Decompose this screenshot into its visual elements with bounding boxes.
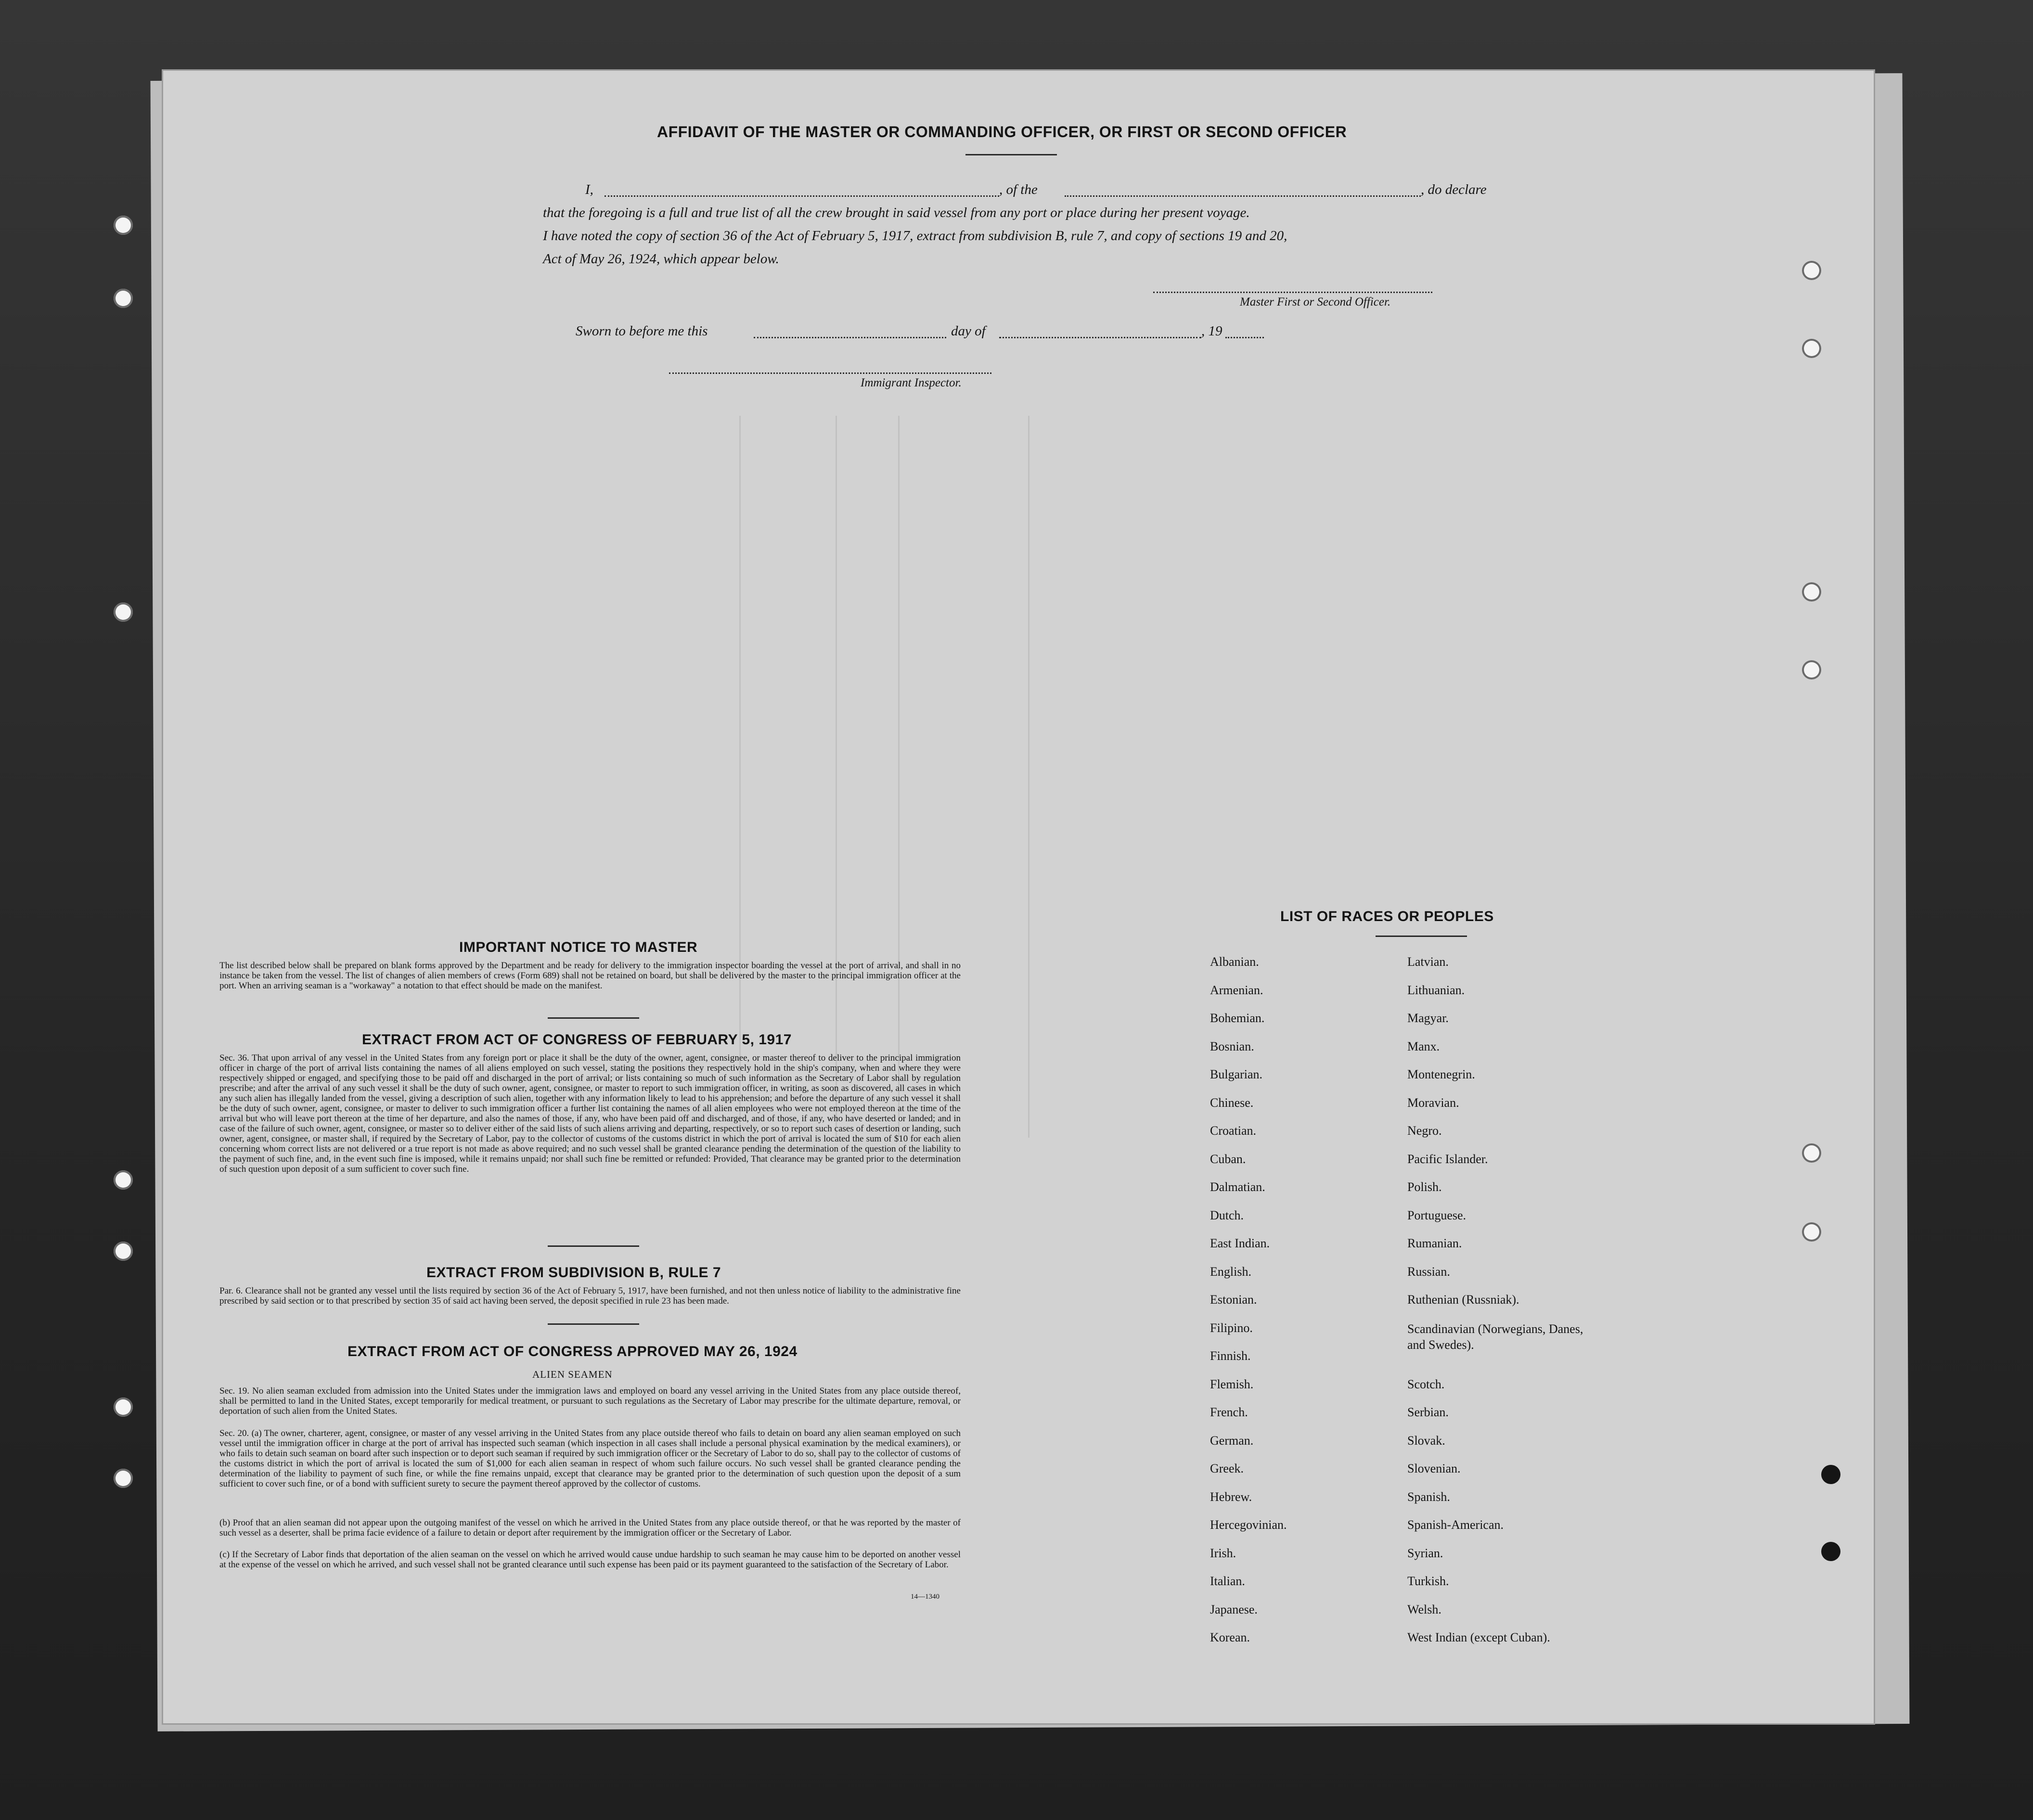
punch-hole [1802, 660, 1821, 679]
extract-1924-subtitle: ALIEN SEAMEN [532, 1369, 613, 1380]
sworn-year-blank [1225, 337, 1264, 338]
extract-rule7-title: EXTRACT FROM SUBDIVISION B, RULE 7 [426, 1265, 721, 1281]
punch-hole [1802, 339, 1821, 358]
sworn-end: , 19 [1201, 323, 1222, 339]
race-item: Latvian. [1407, 955, 1449, 969]
punch-hole [114, 1170, 133, 1190]
extract-rule7-text: Par. 6. Clearance shall not be granted any vessel until the lists required by section 36 of the Act of February 5, 1917, have been furnished, and not then unless notice of liability to the administrative fine prescribed by said section or to that prescribed by section 35 of said act having been served, the deposit specified in rule 23 has been made. [219, 1286, 961, 1306]
race-item: Lithuanian. [1407, 983, 1465, 997]
race-item: East Indian. [1210, 1236, 1270, 1250]
races-rule [1376, 936, 1467, 937]
affidavit-line1-end: , do declare [1421, 182, 1487, 197]
race-item: Dutch. [1210, 1208, 1244, 1222]
race-item: Montenegrin. [1407, 1067, 1475, 1081]
master-signature-label: Master First or Second Officer. [1240, 295, 1391, 308]
race-item: Irish. [1210, 1546, 1236, 1560]
sworn-start: Sworn to before me this [576, 323, 708, 339]
extract-1924-sec20b: (b) Proof that an alien seaman did not appear upon the outgoing manifest of the vessel on which he arrived in the United States from any place outside thereof, or that he was reported by the master of such vessel as a deserter, shall be prima facie evidence of a failure to detain or deport after requirement by the immigration officer or the Secretary of Labor. [219, 1518, 961, 1538]
punch-hole [114, 1469, 133, 1488]
race-item: Slovenian. [1407, 1461, 1461, 1475]
punch-hole [1802, 582, 1821, 602]
notice-text: The list described below shall be prepared on blank forms approved by the Department and be ready for delivery to the immigration inspector boarding the vessel at the port of arrival, and shall in no instance be taken from the vessel. The list of changes of alien members of crews (Form 689) shall not be retained on board, but shall be delivered by the master to the principal immigration officer at the port. When an arriving seaman is a "workaway" a notation to that effect should be made on the manifest. [219, 961, 961, 991]
punch-hole [114, 602, 133, 622]
race-item: Greek. [1210, 1461, 1244, 1475]
inspector-signature-line [669, 372, 991, 374]
race-item: Moravian. [1407, 1095, 1459, 1110]
affidavit-line1-mid: , of the [999, 182, 1038, 197]
race-item: Negro. [1407, 1124, 1442, 1138]
extract-1917-title: EXTRACT FROM ACT OF CONGRESS OF FEBRUARY 5, 1917 [362, 1032, 792, 1048]
inspector-label: Immigrant Inspector. [861, 376, 962, 389]
race-item: Scotch. [1407, 1377, 1445, 1391]
race-item: Croatian. [1210, 1124, 1257, 1138]
race-item: Magyar. [1407, 1011, 1449, 1025]
race-item: Syrian. [1407, 1546, 1443, 1560]
race-item: Welsh. [1407, 1602, 1441, 1616]
race-item: Cuban. [1210, 1152, 1246, 1166]
affidavit-line4: Act of May 26, 1924, which appear below. [543, 251, 779, 267]
race-item: Hercegovinian. [1210, 1518, 1287, 1532]
affidavit-line3: I have noted the copy of section 36 of the Act of February 5, 1917, extract from subdivision B, rule 7, and copy of sections 19 and 20, [543, 228, 1287, 244]
name-blank [605, 195, 999, 197]
extract-1917-rule [548, 1245, 639, 1247]
races-right-column [1407, 955, 1629, 1659]
extract-1924-sec19: Sec. 19. No alien seaman excluded from admission into the United States under the immigration laws and employed on board any vessel arriving in the United States from any place outside thereof, shall be permitted to land in the United States, except temporarily for medical treatment, or pursuant to such regulations as the Secretary of Labor may prescribe for the ultimate departure, removal, or deportation of such alien from the United States. [219, 1386, 961, 1416]
race-item: Armenian. [1210, 983, 1263, 997]
race-item: Chinese. [1210, 1095, 1254, 1110]
race-item: Pacific Islander. [1407, 1152, 1488, 1166]
races-title: LIST OF RACES OR PEOPLES [1280, 909, 1494, 924]
extract-1924-title: EXTRACT FROM ACT OF CONGRESS APPROVED MAY 26, 1924 [347, 1344, 798, 1359]
master-signature-line [1153, 292, 1432, 293]
race-item: Flemish. [1210, 1377, 1254, 1391]
document-sheet [162, 69, 1875, 1725]
affidavit-title: AFFIDAVIT OF THE MASTER OR COMMANDING OFFICER, OR FIRST OR SECOND OFFICER [657, 123, 1347, 141]
sworn-mid: day of [951, 323, 986, 339]
race-item: Slovak. [1407, 1433, 1445, 1448]
race-item: Rumanian. [1407, 1236, 1462, 1250]
race-item: Japanese. [1210, 1602, 1258, 1616]
punch-hole [114, 289, 133, 308]
extract-rule7-rule [548, 1323, 639, 1325]
race-item: Italian. [1210, 1574, 1245, 1588]
sworn-month-blank [999, 337, 1201, 338]
sworn-date-blank [754, 337, 946, 338]
race-item: Bosnian. [1210, 1039, 1254, 1053]
race-item: Filipino. [1210, 1320, 1253, 1335]
race-item: Spanish. [1407, 1489, 1450, 1504]
punch-hole [1821, 1542, 1840, 1561]
race-item: Hebrew. [1210, 1489, 1252, 1504]
affidavit-line1-start: I, [585, 182, 593, 197]
race-item: English. [1210, 1264, 1251, 1279]
race-item: Manx. [1407, 1039, 1440, 1053]
punch-hole [1802, 1143, 1821, 1163]
race-item: Ruthenian (Russniak). [1407, 1293, 1519, 1307]
race-item: Albanian. [1210, 955, 1259, 969]
race-item: German. [1210, 1433, 1254, 1448]
punch-hole [114, 1242, 133, 1261]
race-item: Spanish-American. [1407, 1518, 1504, 1532]
race-item: Russian. [1407, 1264, 1450, 1279]
punch-hole [1802, 1222, 1821, 1242]
race-item: Dalmatian. [1210, 1180, 1265, 1194]
punch-hole [1821, 1465, 1840, 1484]
punch-hole [1802, 261, 1821, 280]
form-number: 14—1340 [911, 1593, 939, 1601]
race-item: Bulgarian. [1210, 1067, 1263, 1081]
race-item: Portuguese. [1407, 1208, 1467, 1222]
punch-hole [114, 216, 133, 235]
punch-hole [114, 1397, 133, 1417]
race-item: Bohemian. [1210, 1011, 1265, 1025]
race-item: Estonian. [1210, 1293, 1257, 1307]
race-item: Turkish. [1407, 1574, 1449, 1588]
race-item: Polish. [1407, 1180, 1442, 1194]
race-item: Scandinavian (Norwegians, Danes, and Swedes). [1407, 1321, 1583, 1352]
race-item: Finnish. [1210, 1349, 1251, 1363]
race-item: Korean. [1210, 1630, 1250, 1644]
race-item: French. [1210, 1405, 1248, 1419]
title-rule [965, 154, 1057, 155]
notice-rule [548, 1017, 639, 1019]
race-item: Serbian. [1407, 1405, 1449, 1419]
race-item: West Indian (except Cuban). [1407, 1630, 1550, 1644]
notice-title: IMPORTANT NOTICE TO MASTER [459, 939, 698, 955]
extract-1917-text: Sec. 36. That upon arrival of any vessel in the United States from any foreign port or place it shall be the duty of the owner, agent, consignee, or master thereof to deliver to the principal immigration officer in charge of the port of arrival lists containing the names of all aliens employed on such vessel, stating the positions they respectively hold in the ship's company, when and where they were respectively shipped or engaged, and specifying those to be paid off and discharged in the port of arrival; or lists containing so much of such information as the Secretary of Labor shall by regulation prescribe; and after the arrival of any such vessel it shall be the duty of such owner, agent, consignee, or master to report to such immigration officer, in writing, as soon as discovered, all cases in which any such alien has illegally landed from the vessel, giving a description of such alien, together with any information likely to lead to his apprehension; and before the departure of any such vessel it shall be the duty of such owner, agent, consignee, or master to deliver to such immigration officer a further list containing the names of all alien employees who were not employed thereon at the time of the arrival but who will leave port thereon at the time of her departure, and also the names of those, if any, who have been paid off and discharged, and of those, if any, who have deserted or landed; and in case of the failure of such owner, agent, consignee, or master so to deliver either of the said lists of such aliens arriving and departing, respectively, or so to report such cases of desertion or landing, such owner, agent, consignee, or master shall, if required by the Secretary of Labor, pay to the collector of customs of the customs district in which the port of arrival is located the sum of $10 for each alien concerning whom correct lists are not delivered or a true report is not made as above required; and no such vessel shall be granted clearance pending the determination of the question of the liability to the payment of such fine, and, in the event such fine is imposed, while it remains unpaid; nor shall such fine be remitted or refunded: Provided, That clearance may be granted prior to the determination of such question upon deposit of a sum sufficient to cover such fine. [219, 1053, 961, 1174]
extract-1924-sec20c: (c) If the Secretary of Labor finds that deportation of the alien seaman on the vessel on which he arrived would cause undue hardship to such seaman he may cause him to be deported on another vessel at the expense of the vessel on which he arrived, and such vessel shall not be granted clearance until such expense has been paid or its payment guaranteed to the satisfaction of the Secretary of Labor. [219, 1550, 961, 1570]
extract-1924-sec20a: Sec. 20. (a) The owner, charterer, agent, consignee, or master of any vessel arriving in the United States from any place outside thereof who fails to detain on board any alien seaman employed on such vessel until the immigration officer in charge at the port of arrival has inspected such seaman (which inspection in all cases shall include a personal physical examination by the medical examiners), or who fails to detain such seaman on board after such inspection or to deport such seaman if required by such immigration officer or the Secretary of Labor to do so, shall pay to the collector of customs of the customs district in which the port of arrival is located the sum of $1,000 for each alien seaman in respect of whom such failure occurs. No such vessel shall be granted clearance pending the determination of the liability to payment of such fine, or while the fine remains unpaid, except that clearance may be granted prior to the determination of such question upon the deposit of a sum sufficient to cover such fine, or of a bond with sufficient surety to secure the payment thereof approved by the collector of customs. [219, 1428, 961, 1489]
races-left-column [1210, 955, 1383, 1659]
vessel-blank [1065, 195, 1421, 197]
affidavit-line2: that the foregoing is a full and true list of all the crew brought in said vessel from any port or place during her present voyage. [543, 205, 1250, 220]
